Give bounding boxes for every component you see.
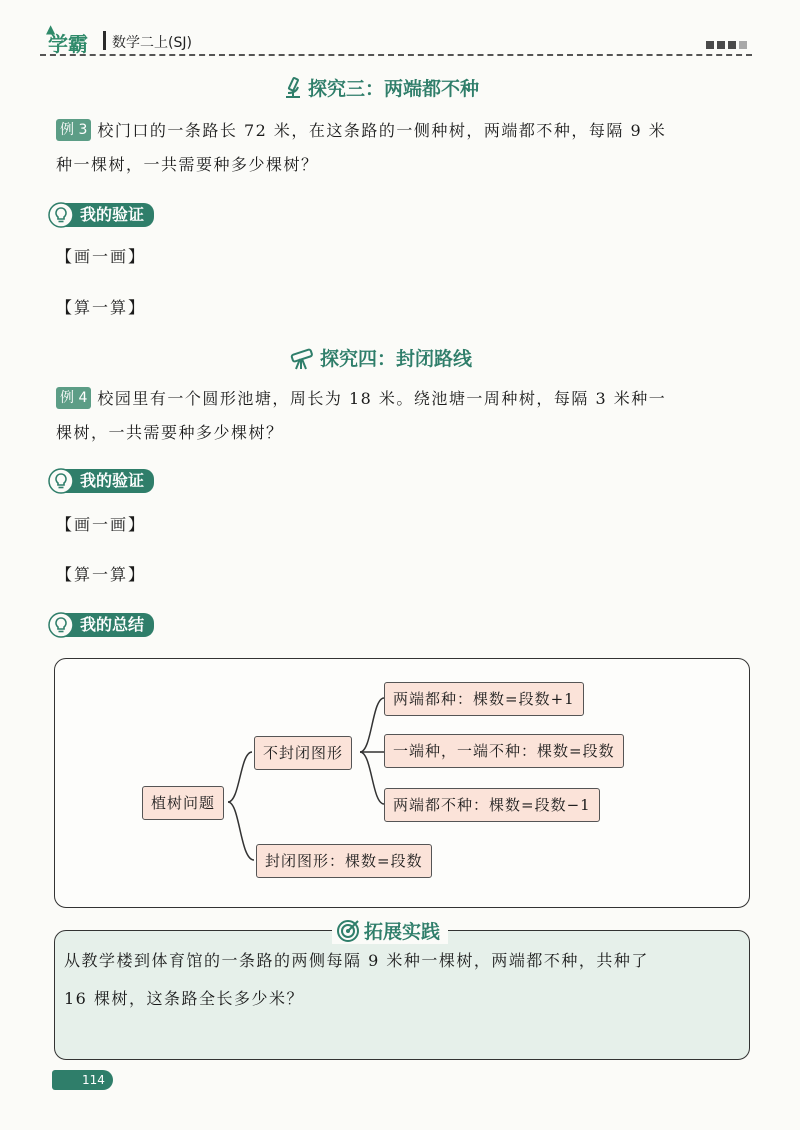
calc-prompt-3: 【算一算】: [56, 298, 147, 317]
draw-prompt-3: 【画一画】: [56, 247, 147, 266]
practice-line1: 从教学楼到体育馆的一条路的两侧每隔 9 米种一棵树，两端都不种，共种了: [64, 951, 649, 970]
book-subtitle: 数学二上(SJ): [112, 35, 192, 51]
node-no-ends: 两端都不种：棵数=段数−1: [384, 788, 600, 822]
practice-line2: 16 棵树，这条路全长多少米？: [64, 989, 304, 1008]
example4-line1: 校园里有一个圆形池塘，周长为 18 米。绕池塘一周种树，每隔 3 米种一: [97, 389, 667, 408]
brand-logo: 学霸: [48, 32, 88, 56]
calc-prompt-4: 【算一算】: [56, 565, 147, 584]
node-one-end: 一端种，一端不种：棵数=段数: [384, 734, 624, 768]
node-root: 植树问题: [142, 786, 224, 820]
page-number-badge: [52, 1070, 113, 1090]
draw-prompt-4: 【画一画】: [56, 515, 147, 534]
example3-tag: 例 3: [56, 119, 91, 141]
example4-tag: 例 4: [56, 387, 91, 409]
page-number: 114: [78, 1070, 113, 1090]
verify-heading-4-text: 我的验证: [64, 469, 154, 493]
graduation-cap-icon: ▲: [46, 22, 56, 36]
practice-title-text: 拓展实践: [364, 921, 441, 943]
section4-title-text: 探究四：封闭路线: [320, 348, 473, 370]
example3-line2: 种一棵树，一共需要种多少棵树？: [56, 155, 319, 174]
lightbulb-icon: [48, 202, 74, 228]
practice-text: [64, 942, 744, 1018]
section3-title-text: 探究三：两端都不种: [308, 78, 480, 100]
pencil-icon: [52, 1070, 78, 1090]
example4-line2: 棵树，一共需要种多少棵树？: [56, 423, 284, 442]
node-both-ends: 两端都种：棵数=段数+1: [384, 682, 584, 716]
example3-line1: 校门口的一条路长 72 米，在这条路的一侧种树，两端都不种，每隔 9 米: [97, 121, 667, 140]
lightbulb-icon: [48, 612, 74, 638]
node-closed-figure: 封闭图形：棵数=段数: [256, 844, 432, 878]
practice-title: [332, 917, 448, 944]
node-open-figure: 不封闭图形: [254, 736, 352, 770]
target-icon: [336, 919, 360, 943]
verify-heading-3-text: 我的验证: [64, 203, 154, 227]
summary-heading-text: 我的总结: [64, 613, 154, 637]
lightbulb-icon: [48, 468, 74, 494]
